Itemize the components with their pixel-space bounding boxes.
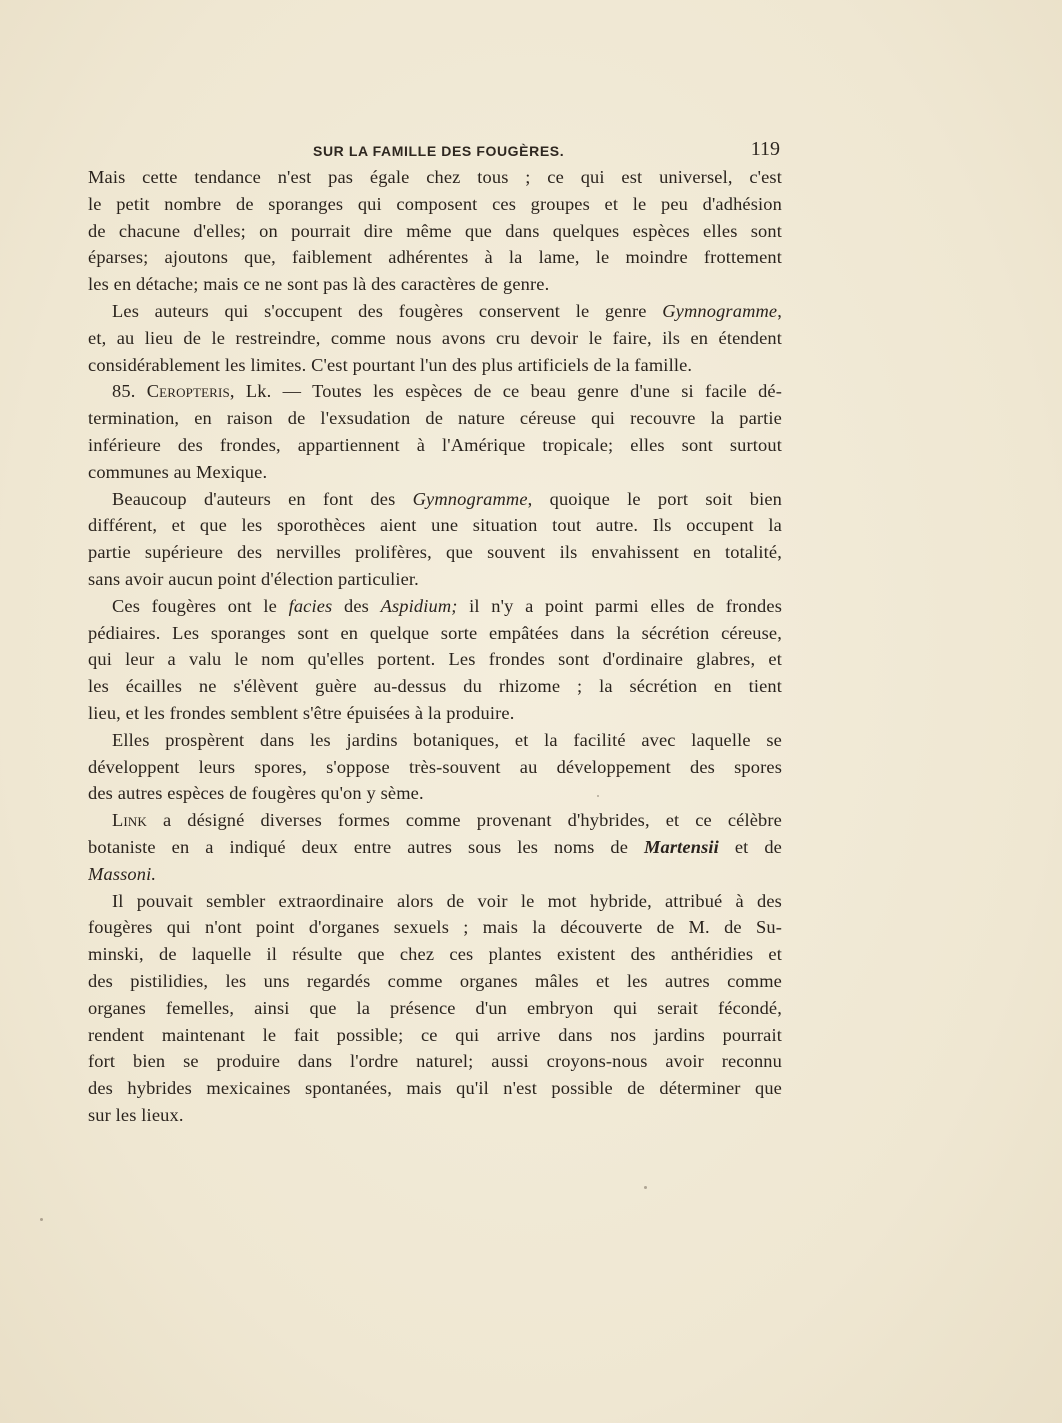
text-segment: et de bbox=[718, 836, 782, 857]
text-segment: , quoique le port soit bien bbox=[527, 488, 782, 509]
text-segment: botaniste en a indiqué deux entre autres sous les noms de bbox=[88, 836, 644, 857]
text-segment: sur les lieux. bbox=[88, 1104, 184, 1125]
text-segment: les écailles ne s'élèvent guère au-dessus du rhizome ; la sécrétion en tient bbox=[88, 676, 782, 697]
text-line bbox=[88, 459, 782, 486]
small-caps-name: Link bbox=[112, 810, 147, 831]
text-line bbox=[88, 1022, 782, 1049]
text-line bbox=[88, 218, 782, 245]
text-line bbox=[88, 807, 782, 834]
text-line bbox=[88, 405, 782, 432]
text-segment: pédiaires. Les sporanges sont en quelque sorte empâtées dans la sécrétion céreuse, bbox=[88, 622, 782, 643]
text-line bbox=[88, 566, 782, 593]
text-line bbox=[88, 861, 782, 888]
text-segment: sans avoir aucun point d'élection particulier. bbox=[88, 568, 419, 589]
text-line bbox=[88, 780, 782, 807]
text-segment: de chacune d'elles; on pourrait dire même que dans quelques espèces elles sont bbox=[88, 220, 782, 241]
small-caps-name: Ceropteris bbox=[146, 381, 230, 402]
text-segment: Ces fougères ont le bbox=[112, 595, 289, 616]
text-line bbox=[88, 620, 782, 647]
text-segment: Elles prospèrent dans les jardins botaniques, et la facilité avec laquelle se bbox=[112, 729, 782, 750]
text-line bbox=[88, 1075, 782, 1102]
italic-term: Gymnogramme bbox=[662, 300, 778, 321]
text-segment: et, au lieu de le restreindre, comme nous avons cru devoir le faire, ils en étendent bbox=[88, 327, 782, 348]
text-segment: Il pouvait sembler extraordinaire alors de voir le mot hybride, attribué à des bbox=[112, 890, 782, 911]
text-segment: rendent maintenant le fait possible; ce qui arrive dans nos jardins pourrait bbox=[88, 1024, 782, 1045]
text-segment: Beaucoup d'auteurs en font des bbox=[112, 488, 413, 509]
text-segment: organes femelles, ainsi que la présence d'un embryon qui serait fécondé, bbox=[88, 997, 782, 1018]
text-segment: les en détache; mais ce ne sont pas là des caractères de genre. bbox=[88, 274, 550, 295]
text-segment: il n'y a point parmi elles de frondes bbox=[457, 595, 782, 616]
text-segment: minski, de laquelle il résulte que chez ces plantes existent des anthéridies et bbox=[88, 944, 782, 965]
text-segment: différent, et que les sporothèces aient une situation tout autre. Ils occupent la bbox=[88, 515, 782, 536]
text-line bbox=[88, 593, 782, 620]
text-line bbox=[88, 673, 782, 700]
text-line bbox=[88, 834, 782, 861]
text-segment: des pistilidies, les uns regardés comme organes mâles et les autres comme bbox=[88, 970, 782, 991]
text-line bbox=[88, 968, 782, 995]
text-segment: considérablement les limites. C'est pourtant l'un des plus artificiels de la famille. bbox=[88, 354, 693, 375]
text-line bbox=[88, 164, 782, 191]
body-text bbox=[88, 164, 782, 1129]
paper-speck bbox=[597, 795, 599, 797]
text-segment: fougères qui n'ont point d'organes sexuels ; mais la découverte de M. de Su- bbox=[88, 917, 782, 938]
text-line bbox=[88, 352, 782, 379]
text-segment: fort bien se produire dans l'ordre naturel; aussi croyons-nous avoir reconnu bbox=[88, 1051, 782, 1072]
text-segment: des autres espèces de fougères qu'on y sème. bbox=[88, 783, 424, 804]
italic-term: Martensii bbox=[643, 836, 719, 857]
text-segment: Mais cette tendance n'est pas égale chez tous ; ce qui est universel, c'est bbox=[88, 167, 782, 187]
text-segment: développent leurs spores, s'oppose très-souvent au développement des spores bbox=[88, 756, 782, 777]
running-title: SUR LA FAMILLE DES FOUGÈRES. bbox=[313, 143, 565, 159]
page-header bbox=[88, 138, 782, 164]
page-number: 119 bbox=[750, 138, 780, 160]
text-segment: Les auteurs qui s'occupent des fougères conservent le genre bbox=[112, 300, 663, 321]
text-line bbox=[88, 1102, 782, 1129]
text-line bbox=[88, 1048, 782, 1075]
text-segment: a désigné diverses formes comme provenant d'hybrides, et ce célèbre bbox=[146, 810, 782, 831]
text-segment: termination, en raison de l'exsudation de nature céreuse qui recouvre la partie bbox=[88, 408, 782, 429]
text-line bbox=[88, 995, 782, 1022]
text-line bbox=[88, 191, 782, 218]
text-line bbox=[88, 888, 782, 915]
text-segment: inférieure des frondes, appartiennent à l'Amérique tropicale; elles sont surtout bbox=[88, 434, 782, 455]
text-line bbox=[88, 325, 782, 352]
text-segment: , bbox=[777, 300, 782, 321]
text-line bbox=[88, 914, 782, 941]
text-line bbox=[88, 271, 782, 298]
text-segment: le petit nombre de sporanges qui composent ces groupes et le peu d'adhésion bbox=[88, 193, 782, 214]
text-line bbox=[88, 646, 782, 673]
text-segment: des hybrides mexicaines spontanées, mais qu'il n'est possible de déterminer que bbox=[88, 1078, 782, 1099]
text-line bbox=[88, 298, 782, 325]
italic-term: Massoni. bbox=[88, 863, 157, 884]
text-line bbox=[88, 512, 782, 539]
italic-term: facies bbox=[288, 595, 333, 616]
text-segment: partie supérieure des nervilles prolifères, que souvent ils envahissent en totalité, bbox=[88, 542, 782, 563]
text-line bbox=[88, 432, 782, 459]
text-segment: des bbox=[332, 595, 381, 616]
text-segment: lieu, et les frondes semblent s'être épuisées à la produire. bbox=[88, 702, 515, 723]
text-line bbox=[88, 539, 782, 566]
paper-speck bbox=[644, 1186, 647, 1189]
text-line bbox=[88, 378, 782, 405]
text-segment: éparses; ajoutons que, faiblement adhérentes à la lame, le moindre frottement bbox=[88, 247, 782, 268]
text-line bbox=[88, 754, 782, 781]
paper-speck bbox=[40, 1218, 43, 1221]
italic-term: Aspidium; bbox=[380, 595, 458, 616]
text-line bbox=[88, 727, 782, 754]
text-segment: qui leur a valu le nom qu'elles portent. Les frondes sont d'ordinaire glabres, et bbox=[88, 649, 782, 670]
text-segment: 85. bbox=[112, 381, 147, 402]
text-segment: communes au Mexique. bbox=[88, 461, 268, 482]
text-segment: , Lk. — Toutes les espèces de ce beau genre d'une si facile dé- bbox=[229, 381, 782, 402]
text-line bbox=[88, 700, 782, 727]
text-line bbox=[88, 941, 782, 968]
italic-term: Gymnogramme bbox=[412, 488, 528, 509]
text-line bbox=[88, 244, 782, 271]
text-line bbox=[88, 486, 782, 513]
